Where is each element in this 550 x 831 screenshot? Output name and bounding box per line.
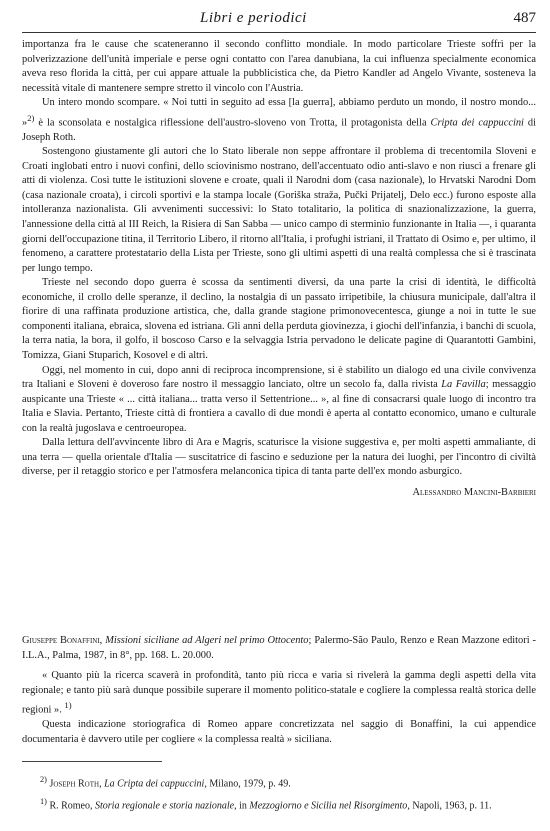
running-title: Libri e periodici [200,10,307,26]
footnote-2: $^{2)}$ Joseph Roth, La Cripta dei cappuccini, Milano, 1979, p. 49. [40,775,291,790]
paragraph-2: Un intero mondo scompare. « Noi tutti in seguito ad essa [la guerra], abbiamo perduto un mondo, il nostro mondo... »$^{2)}$ è la sconsolata e nostalgica riflessione dell'austro-sloveno von Trotta, il protagonista della Cripta dei cappuccini di Joseph Roth. [22,97,536,143]
paragraph-1: importanza fra le cause che scateneranno il secondo conflitto mondiale. In modo particolare Trieste soffrì per la polverizzazione dell'unità imperiale e perse ogni contatto con l'area danubiana, la cui influenza specialmente economica aveva reso florida la città, per cui appare attuale la pubblicistica che, da Pietro Kandler ad Angelo Vivante, sosteneva la necessità vitale di mantenere sempre stretto il vincolo con l'Austria. [22,39,536,94]
review-article-body [22,38,536,500]
paragraph-5: Oggi, nel momento in cui, dopo anni di reciproca incomprensione, si è stabilito un dialogo ed una civile convivenza tra Italiani e Sloveni è doveroso fare nostro il messaggio lanciato, oltre un secolo fa, dalla rivista La Favilla; messaggio auspicante una Trieste « ... città italiana... tratta verso il Settentrione... », al fine di consacrarsi quale luogo di incontro tra Italia e Slavia. Pertanto, Trieste città di frontiera a cavallo di due mondi è aperta al contatto economico, umano e culturale con la realtà jugoslava e centroeuropea. [22,364,536,434]
book-title: Cripta dei cappuccini [430,117,524,129]
paragraph-6: Dalla lettura dell'avvincente libro di Ara e Magris, scaturisce la visione suggestiva e, per molti aspetti ammaliante, di una terra — quella orientale d'Italia — suscitatrice di fascino e seduzione per la natura dei luoghi, per l'incontro di civiltà diverse, per il retaggio storico e per l'atmosfera melanconica tipica di tanta parte dell'ex mondo asburgico. [22,437,536,478]
page-number: 487 [513,10,536,26]
header-rule [22,32,536,33]
paragraph-4: Trieste nel secondo dopo guerra è scossa da sentimenti diversi, da una parte la crisi di identità, le difficoltà economiche, il crollo delle speranze, il declino, la nostalgia di un passato irripetibile, la chiusura municipale, dall'altra il fiorire di una raffinata produzione artistica, che, dalla grande stagione primonovecentesca, giunge a noi in tutte le sue componenti italiana, ebraica, slovena ed istriana. Gli anni della perduta giovinezza, i giochi dell'infanzia, i banchi di scuola, la terra natia, la bora, il golfo, il boscoso Carso e la selvaggia Istria pervadono le delicate pagine di Quarantotti Gambini, Tomizza, Giani Stuparich, Kosovel e di altri. [22,277,537,361]
review-body [22,669,536,747]
review-paragraph: Questa indicazione storiografica di Romeo appare concretizzata nel saggio di Bonaffini, la cui appendice documentaria è davvero utile per cogliere « la complessa realtà » siciliana. [22,719,536,745]
footnotes [22,772,536,817]
review-citation: Giuseppe Bonaffini, Missioni siciliane ad Algeri nel primo Ottocento; Palermo-São Paulo, Renzo e Rean Mazzone editori - I.L.A., Palma, 1987, in 8°, pp. 168. L. 20.000. [22,635,537,661]
footnote-ref-1: 1) [64,700,72,711]
journal-title: La Favilla [441,379,486,391]
reviewed-title: Missioni siciliane ad Algeri nel primo Ottocento [105,635,309,646]
paragraph-3: Sostengono giustamente gli autori che lo Stato liberale non seppe affrontare il problema di trecentomila Sloveni e Croati inglobati entro i nuovi confini, dello sciovinismo nostrano, dell'accentuato odio anti-slavo e non riuscì a frenare gli atti di violenza. Così tutte le istituzioni slovene e croate, quali il Narodni dom (casa nazionale), lo Hrvatski Narodni Dom (casa nazionale croata), i circoli sportivi e la stampa locale (Goriška straža, Pučki Prijatelj, Delo ecc.) furono esposte alla intolleranza nazionalista. Gli avvenimenti successivi: lo Stato totalitario, la politica di snazionalizzazione, la guerra, l'annessione della città al III Reich, la Risiera di San Sabba — unico campo di sterminio funzionante in Italia —, i quaranta giorni dell'occupazione titina, il Territorio Libero, il ritorno all'Italia, i profughi istriani, il Trattato di Osimo e, per ultimo, il fenomeno, a carattere protestatario della Lista per Trieste, sono gli ultimi aspetti di una realtà complessa che si è trascinata per lungo tempo. [22,146,536,274]
reviewer-signature: Alessandro Mancini-Barbieri [412,486,536,498]
footnote-ref-2: 2) [27,112,35,123]
quotation-paragraph: « Quanto più la ricerca scaverà in profondità, tanto più ricca e varia si rivelerà la gamma degli aspetti della vita regionale; e tanto più sarà dunque possibile superare il momento politico-statale e cogliere la complessa realtà storica delle regioni ». $^{1)}$ [22,670,536,716]
footnote-rule [22,761,162,762]
publication-details: ; Palermo-São Paulo, Renzo e Rean Mazzone editori - I.L.A., Palma, 1987, in 8°, pp. 168. L. 20.000. [22,635,537,661]
reviewed-author: Giuseppe Bonaffini [22,635,100,646]
footnote-1: $^{1)}$ R. Romeo, Storia regionale e storia nazionale, in Mezzogiorno e Sicilia nel Risorgimento, Napoli, 1963, p. 11. [40,797,492,812]
running-header [22,10,536,30]
